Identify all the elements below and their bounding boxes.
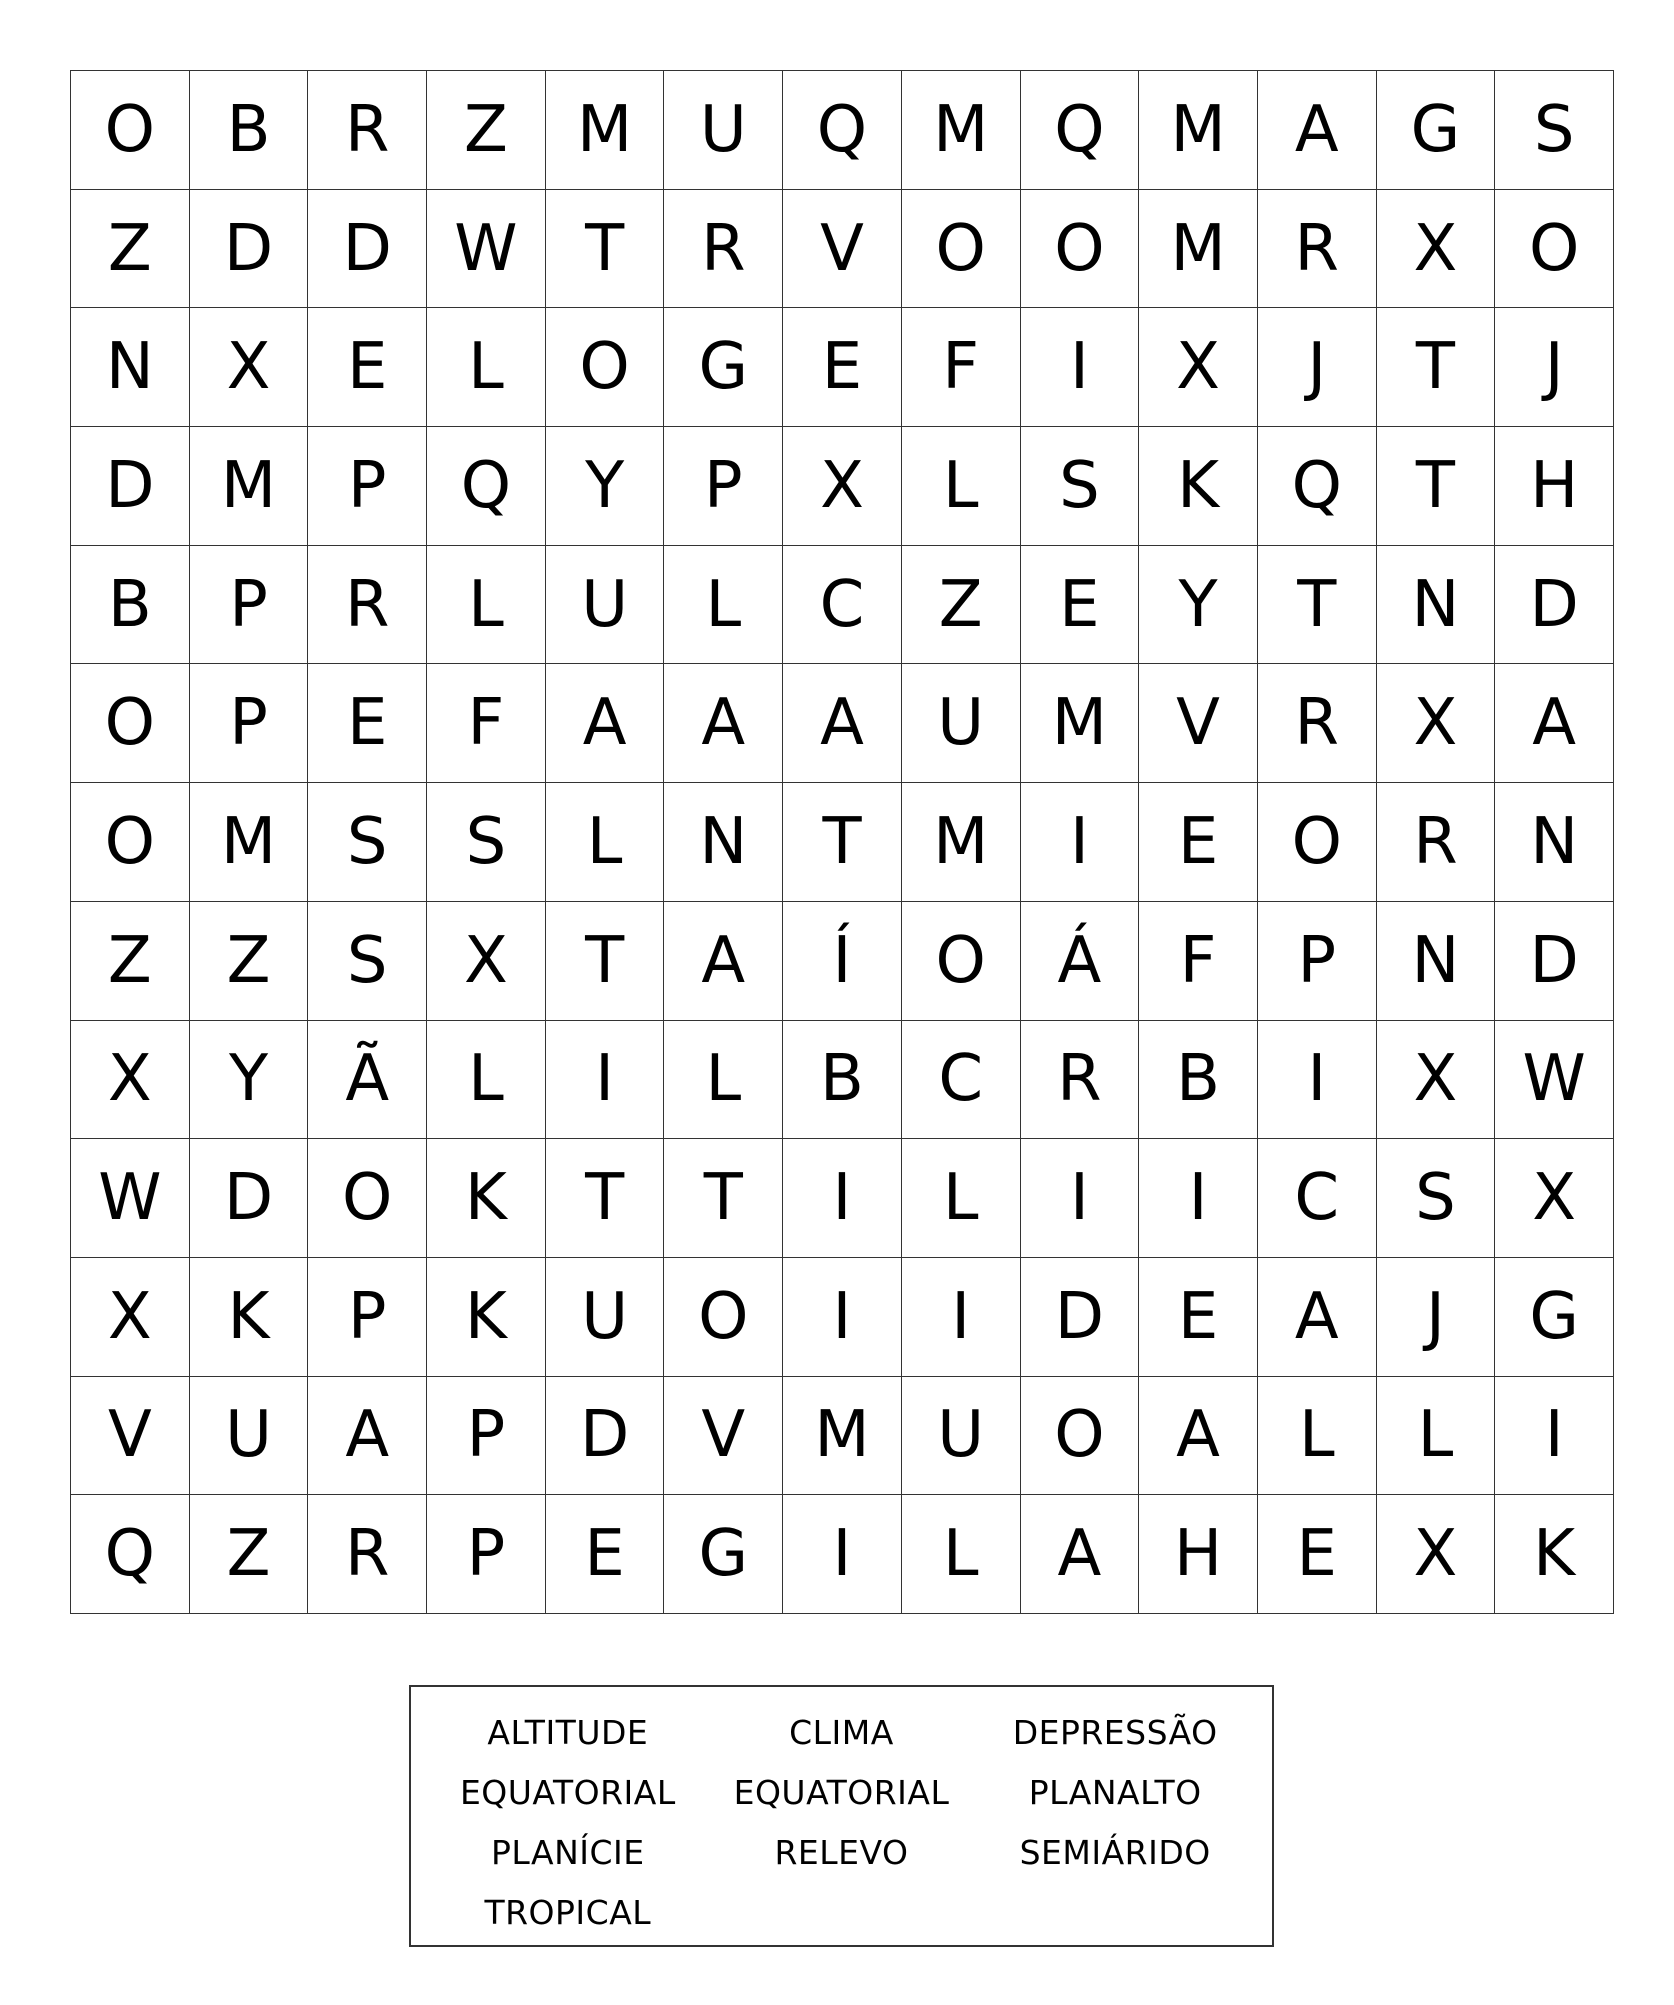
grid-cell[interactable]: L <box>1258 1377 1377 1496</box>
word-bank-item: TROPICAL <box>484 1892 652 1932</box>
grid-cell[interactable]: B <box>1139 1021 1258 1140</box>
grid-cell[interactable]: O <box>308 1139 427 1258</box>
grid-cell[interactable]: F <box>1139 902 1258 1021</box>
grid-cell[interactable]: L <box>664 546 783 665</box>
grid-cell[interactable]: A <box>1258 1258 1377 1377</box>
grid-cell[interactable]: J <box>1495 308 1614 427</box>
grid-cell[interactable]: E <box>783 308 902 427</box>
grid-cell[interactable]: I <box>1139 1139 1258 1258</box>
grid-cell[interactable]: R <box>308 546 427 665</box>
grid-cell[interactable]: A <box>1495 664 1614 783</box>
grid-cell[interactable]: Q <box>783 71 902 190</box>
grid-cell[interactable]: P <box>308 1258 427 1377</box>
grid-cell[interactable]: P <box>308 427 427 546</box>
grid-cell[interactable]: A <box>664 664 783 783</box>
grid-cell[interactable]: P <box>190 664 309 783</box>
grid-cell[interactable]: P <box>664 427 783 546</box>
grid-cell[interactable]: L <box>902 427 1021 546</box>
grid-cell[interactable]: T <box>664 1139 783 1258</box>
grid-cell[interactable]: M <box>190 427 309 546</box>
grid-cell[interactable]: D <box>190 190 309 309</box>
grid-cell[interactable]: X <box>71 1258 190 1377</box>
grid-cell[interactable]: N <box>1377 902 1496 1021</box>
grid-cell[interactable]: V <box>664 1377 783 1496</box>
grid-cell[interactable]: W <box>427 190 546 309</box>
grid-cell[interactable]: D <box>71 427 190 546</box>
grid-cell[interactable]: J <box>1258 308 1377 427</box>
grid-cell[interactable]: I <box>783 1258 902 1377</box>
grid-cell[interactable]: I <box>1495 1377 1614 1496</box>
grid-cell[interactable]: U <box>190 1377 309 1496</box>
grid-cell[interactable]: U <box>546 546 665 665</box>
word-bank-item: ALTITUDE <box>487 1712 649 1752</box>
grid-cell[interactable]: C <box>783 546 902 665</box>
grid-cell[interactable]: M <box>902 783 1021 902</box>
grid-cell[interactable]: X <box>1377 664 1496 783</box>
grid-cell[interactable]: L <box>546 783 665 902</box>
grid-cell[interactable]: S <box>308 902 427 1021</box>
grid-cell[interactable]: U <box>902 1377 1021 1496</box>
grid-cell[interactable]: B <box>71 546 190 665</box>
grid-cell[interactable]: H <box>1495 427 1614 546</box>
grid-cell[interactable]: O <box>546 308 665 427</box>
grid-cell[interactable]: C <box>902 1021 1021 1140</box>
grid-cell[interactable]: E <box>1258 1495 1377 1614</box>
grid-cell[interactable]: M <box>190 783 309 902</box>
grid-cell[interactable]: L <box>427 308 546 427</box>
grid-cell[interactable]: D <box>308 190 427 309</box>
grid-cell[interactable]: G <box>1495 1258 1614 1377</box>
grid-cell[interactable]: Z <box>71 190 190 309</box>
grid-cell[interactable]: Q <box>1258 427 1377 546</box>
grid-cell[interactable]: U <box>902 664 1021 783</box>
grid-cell[interactable]: A <box>1021 1495 1140 1614</box>
grid-cell[interactable]: I <box>783 1139 902 1258</box>
grid-cell[interactable]: X <box>1377 1021 1496 1140</box>
grid-cell[interactable]: K <box>1495 1495 1614 1614</box>
grid-cell[interactable]: P <box>190 546 309 665</box>
letter-grid <box>70 70 1614 1614</box>
grid-cell[interactable]: E <box>1139 783 1258 902</box>
grid-cell[interactable]: Q <box>427 427 546 546</box>
grid-cell[interactable]: Í <box>783 902 902 1021</box>
grid-cell[interactable]: P <box>427 1377 546 1496</box>
grid-cell[interactable]: V <box>783 190 902 309</box>
grid-cell[interactable]: N <box>71 308 190 427</box>
grid-cell[interactable]: Z <box>902 546 1021 665</box>
grid-cell[interactable]: O <box>71 71 190 190</box>
word-bank-item: DEPRESSÃO <box>1012 1712 1218 1752</box>
grid-cell[interactable]: D <box>1495 902 1614 1021</box>
grid-cell[interactable]: E <box>546 1495 665 1614</box>
grid-cell[interactable]: I <box>1258 1021 1377 1140</box>
grid-cell[interactable]: I <box>783 1495 902 1614</box>
grid-cell[interactable]: D <box>190 1139 309 1258</box>
grid-cell[interactable]: R <box>664 190 783 309</box>
grid-cell[interactable]: T <box>1258 546 1377 665</box>
grid-cell[interactable]: S <box>1021 427 1140 546</box>
grid-cell[interactable]: E <box>308 664 427 783</box>
grid-cell[interactable]: Z <box>71 902 190 1021</box>
grid-cell[interactable]: R <box>1021 1021 1140 1140</box>
grid-cell[interactable]: U <box>546 1258 665 1377</box>
grid-cell[interactable]: D <box>1495 546 1614 665</box>
word-bank-item: SEMIÁRIDO <box>1019 1832 1211 1872</box>
grid-cell[interactable]: T <box>546 902 665 1021</box>
grid-cell[interactable]: G <box>664 1495 783 1614</box>
grid-cell[interactable]: S <box>427 783 546 902</box>
grid-cell[interactable]: S <box>1495 71 1614 190</box>
grid-cell[interactable]: L <box>902 1139 1021 1258</box>
grid-cell[interactable]: O <box>902 902 1021 1021</box>
grid-cell[interactable]: M <box>783 1377 902 1496</box>
grid-cell[interactable]: Y <box>1139 546 1258 665</box>
grid-cell[interactable]: D <box>546 1377 665 1496</box>
grid-cell[interactable]: S <box>1377 1139 1496 1258</box>
grid-cell[interactable]: A <box>308 1377 427 1496</box>
grid-cell[interactable]: N <box>1495 783 1614 902</box>
grid-cell[interactable]: L <box>902 1495 1021 1614</box>
grid-cell[interactable]: B <box>190 71 309 190</box>
grid-cell[interactable]: Y <box>546 427 665 546</box>
grid-cell[interactable]: I <box>902 1258 1021 1377</box>
grid-cell[interactable]: Z <box>427 71 546 190</box>
grid-cell[interactable]: G <box>1377 71 1496 190</box>
grid-cell[interactable]: D <box>1021 1258 1140 1377</box>
grid-cell[interactable]: T <box>546 1139 665 1258</box>
grid-cell[interactable]: J <box>1377 1258 1496 1377</box>
grid-cell[interactable]: X <box>1377 190 1496 309</box>
word-bank <box>409 1685 1274 1947</box>
grid-cell[interactable]: A <box>546 664 665 783</box>
grid-cell[interactable]: X <box>427 902 546 1021</box>
grid-cell[interactable]: O <box>1021 1377 1140 1496</box>
grid-cell[interactable]: Q <box>71 1495 190 1614</box>
grid-cell[interactable]: L <box>427 1021 546 1140</box>
grid-cell[interactable]: R <box>1377 783 1496 902</box>
grid-cell[interactable]: K <box>1139 427 1258 546</box>
grid-cell[interactable]: I <box>1021 783 1140 902</box>
grid-cell[interactable]: K <box>427 1258 546 1377</box>
grid-cell[interactable]: A <box>1139 1377 1258 1496</box>
grid-cell[interactable]: I <box>1021 308 1140 427</box>
grid-cell[interactable]: B <box>783 1021 902 1140</box>
grid-cell[interactable]: A <box>783 664 902 783</box>
grid-cell[interactable]: P <box>1258 902 1377 1021</box>
grid-cell[interactable]: F <box>902 308 1021 427</box>
grid-cell[interactable]: L <box>664 1021 783 1140</box>
grid-cell[interactable]: A <box>1258 71 1377 190</box>
grid-cell[interactable]: X <box>190 308 309 427</box>
grid-cell[interactable]: O <box>1495 190 1614 309</box>
grid-cell[interactable]: P <box>427 1495 546 1614</box>
grid-cell[interactable]: W <box>1495 1021 1614 1140</box>
grid-cell[interactable]: T <box>1377 308 1496 427</box>
grid-cell[interactable]: Z <box>190 1495 309 1614</box>
grid-cell[interactable]: Á <box>1021 902 1140 1021</box>
grid-cell[interactable]: L <box>1377 1377 1496 1496</box>
word-bank-item: EQUATORIAL <box>459 1772 676 1812</box>
grid-cell[interactable]: R <box>1258 664 1377 783</box>
grid-cell[interactable]: L <box>427 546 546 665</box>
grid-cell[interactable]: M <box>1139 71 1258 190</box>
grid-cell[interactable]: V <box>71 1377 190 1496</box>
grid-cell[interactable]: Q <box>1021 71 1140 190</box>
word-bank-item: PLANALTO <box>1028 1772 1202 1812</box>
word-bank-item: CLIMA <box>789 1712 894 1752</box>
grid-cell[interactable]: T <box>783 783 902 902</box>
grid-cell[interactable]: R <box>308 1495 427 1614</box>
grid-cell[interactable]: M <box>546 71 665 190</box>
grid-cell[interactable]: X <box>1495 1139 1614 1258</box>
grid-cell[interactable]: X <box>1139 308 1258 427</box>
grid-cell[interactable]: O <box>71 783 190 902</box>
grid-cell[interactable]: T <box>546 190 665 309</box>
grid-cell[interactable]: R <box>1258 190 1377 309</box>
grid-cell[interactable]: N <box>664 783 783 902</box>
grid-cell[interactable]: K <box>427 1139 546 1258</box>
grid-cell[interactable]: N <box>1377 546 1496 665</box>
grid-cell[interactable]: E <box>308 308 427 427</box>
grid-cell[interactable]: A <box>664 902 783 1021</box>
grid-cell[interactable]: X <box>783 427 902 546</box>
grid-cell[interactable]: M <box>1139 190 1258 309</box>
grid-cell[interactable]: O <box>664 1258 783 1377</box>
grid-cell[interactable]: F <box>427 664 546 783</box>
grid-cell[interactable]: U <box>664 71 783 190</box>
grid-cell[interactable]: O <box>71 664 190 783</box>
grid-cell[interactable]: Ã <box>308 1021 427 1140</box>
grid-cell[interactable]: W <box>71 1139 190 1258</box>
grid-cell[interactable]: Z <box>190 902 309 1021</box>
grid-cell[interactable]: K <box>190 1258 309 1377</box>
grid-cell[interactable]: E <box>1021 546 1140 665</box>
word-bank-item: EQUATORIAL <box>733 1772 950 1812</box>
grid-cell[interactable]: Y <box>190 1021 309 1140</box>
grid-cell[interactable]: M <box>902 71 1021 190</box>
grid-cell[interactable]: G <box>664 308 783 427</box>
grid-cell[interactable]: I <box>546 1021 665 1140</box>
grid-cell[interactable]: O <box>1258 783 1377 902</box>
grid-cell[interactable]: C <box>1258 1139 1377 1258</box>
grid-cell[interactable]: X <box>71 1021 190 1140</box>
grid-cell[interactable]: M <box>1021 664 1140 783</box>
grid-cell[interactable]: R <box>308 71 427 190</box>
grid-cell[interactable]: T <box>1377 427 1496 546</box>
grid-cell[interactable]: H <box>1139 1495 1258 1614</box>
grid-cell[interactable]: I <box>1021 1139 1140 1258</box>
word-bank-item: PLANÍCIE <box>490 1832 645 1872</box>
grid-cell[interactable]: X <box>1377 1495 1496 1614</box>
grid-cell[interactable]: O <box>902 190 1021 309</box>
grid-cell[interactable]: E <box>1139 1258 1258 1377</box>
grid-cell[interactable]: V <box>1139 664 1258 783</box>
word-bank-item: RELEVO <box>774 1832 909 1872</box>
grid-cell[interactable]: S <box>308 783 427 902</box>
grid-cell[interactable]: O <box>1021 190 1140 309</box>
